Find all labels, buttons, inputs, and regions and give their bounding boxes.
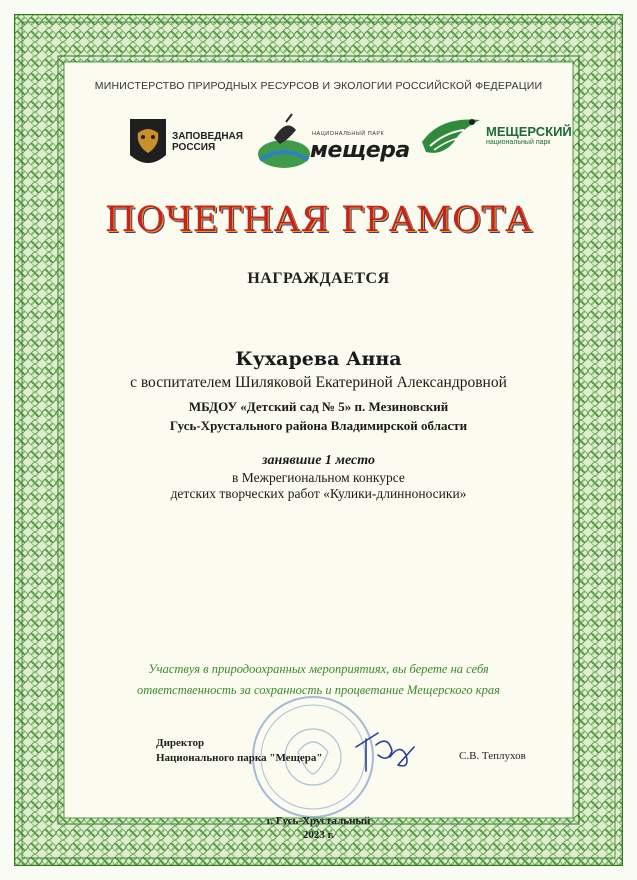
motto-line-2: ответственность за сохранность и процветание Мещерского края (137, 683, 500, 697)
director-position-line-2: Национального парка "Мещера" (156, 752, 323, 764)
park-small-label: НАЦИОНАЛЬНЫЙ ПАРК (312, 131, 385, 137)
awarded-label: НАГРАЖДАЕТСЯ (247, 270, 390, 287)
meshchersky-title: МЕЩЕРСКИЙ (486, 124, 572, 139)
year-label: 2023 г. (302, 829, 335, 841)
contest-line-1: в Межрегиональном конкурсе (232, 470, 405, 485)
motto-line-1: Участвуя в природоохранных мероприятиях, вы берете на себя (148, 662, 489, 676)
place-line: занявшие 1 место (262, 453, 375, 468)
contest-line-2: детских творческих работ «Кулики-длинноносики» (170, 486, 467, 501)
zapovednaya-label: ЗАПОВЕДНАЯ РОССИЯ (172, 131, 243, 153)
meshchersky-park-logo (420, 112, 570, 172)
park-name-label: мещера (310, 138, 410, 163)
director-signature (352, 725, 420, 785)
zapovednaya-rossiya-logo (128, 115, 248, 171)
director-name: С.В. Теплухов (459, 750, 526, 762)
institution-line: МБДОУ «Детский сад № 5» п. Мезиновский (188, 399, 449, 414)
city-label: г. Гусь-Хрустальный (266, 815, 371, 827)
bird-emblem-icon (420, 112, 484, 168)
certificate-title: ПОЧЕТНАЯ ГРАМОТА (104, 200, 533, 240)
district-line: Гусь-Хрустального района Владимирской области (169, 418, 468, 433)
teacher-line: с воспитателем Шиляковой Екатериной Александровной (130, 374, 507, 391)
meshchera-park-logo (256, 110, 410, 172)
bear-emblem-icon (128, 115, 168, 171)
director-position (156, 736, 322, 766)
director-position-line-1: Директор (156, 737, 205, 749)
meshchersky-subtitle: национальный парк (486, 139, 551, 146)
ministry-header: МИНИСТЕРСТВО ПРИРОДНЫХ РЕСУРСОВ И ЭКОЛОГИИ РОССИЙСКОЙ ФЕДЕРАЦИИ (94, 80, 543, 92)
crane-emblem-icon (256, 110, 312, 172)
recipient-name: Кухарева Анна (235, 348, 402, 370)
